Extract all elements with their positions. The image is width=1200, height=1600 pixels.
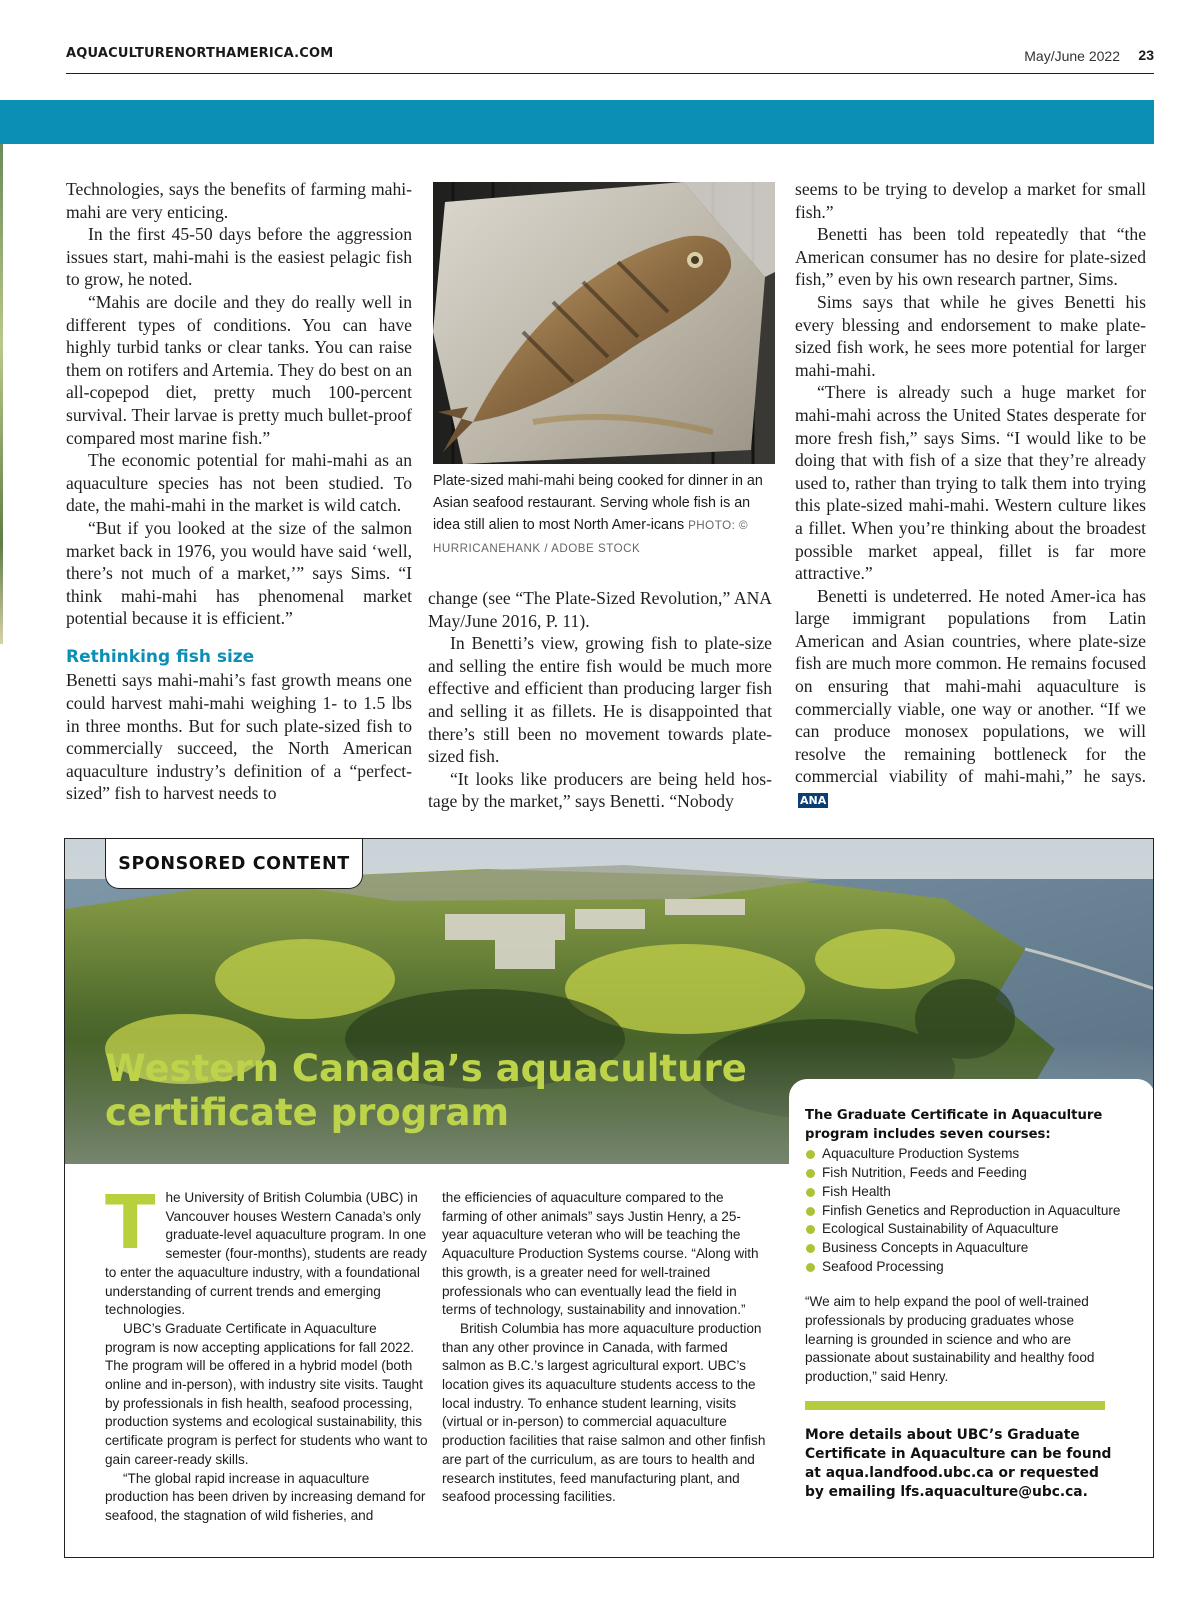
paragraph: seems to be trying to develop a market for small fish.” <box>795 179 1146 222</box>
paragraph: Benetti has been told repeatedly that “the American consumer has no desire for plate-sized fish,” even by his own research partner, Sims. <box>795 224 1146 290</box>
bullet-dot-icon <box>806 1169 815 1178</box>
list-item <box>805 1202 1121 1221</box>
subhead: Rethinking fish size <box>66 646 255 667</box>
paragraph: “Mahis are docile and they do really well in different types of conditions. You can have highly turbid tanks or clear tanks. You can raise them on rotifers and Artemia. They do best on an all-copepod diet, pretty much 100-percent survival. Their larvae is pretty much bullet-proof compared most marine fish.” <box>66 291 412 448</box>
paragraph: In the first 45-50 days before the aggression issues start, mahi-mahi is the easiest pelagic fish to grow, he noted. <box>66 224 412 290</box>
photo-credit: PHOTO: © HURRICANEHANK / ADOBE STOCK <box>433 519 749 555</box>
sidebar-quote: “We aim to help expand the pool of well-trained professionals by producing graduates whose learning is grounded in science and who are passionate about sustainability and healthy food production,” said Henry. <box>805 1294 1095 1385</box>
dropcap: T <box>105 1180 156 1266</box>
paragraph: Sims says that while he gives Benetti his every blessing and endorsement to make plate-sized fish work, he sees more potential for larger mahi-mahi. <box>795 291 1146 380</box>
courses-sidebar <box>789 1079 1154 1558</box>
grilled-fish-illustration <box>433 182 775 464</box>
green-divider <box>805 1401 1105 1410</box>
bullet-dot-icon <box>806 1263 815 1272</box>
section-color-band <box>0 100 1154 144</box>
paragraph: British Columbia has more aquaculture production than any other province in Canada, with farmed salmon as B.C.’s largest agricultural export. UBC’s location gives its aquaculture students access to the local industry. To enhance student learning, visits (virtual or in-person) to commercial aquaculture production facilities that raise salmon and other finfish are part of the curriculum, as are tours to health and research institutes, feed manufacturing plant, and seafood processing facilities. <box>442 1320 766 1505</box>
paragraph: “There is already such a huge market for mahi-mahi across the United States desperate for more fresh fish,” says Sims. “I would like to be doing that with fish of a size that they’re already used to, rather than trying to talk them into trying this plate-sized mahi-mahi. Western culture likes a fillet. When you’re thinking about the broadest possible market appeal, fillet is far more attractive.” <box>795 382 1146 584</box>
bullet-dot-icon <box>806 1188 815 1197</box>
site-name: AQUACULTURENORTHAMERICA.COM <box>66 46 334 61</box>
list-item <box>805 1239 1121 1258</box>
paragraph: In Benetti’s view, growing fish to plate-size and selling the entire fish would be much more effective and efficient than producing larger fish and selling it as fillets. He is disappointed that there’s still been no movement towards plate-sized fish. <box>428 633 772 767</box>
course-name: Seafood Processing <box>822 1258 944 1274</box>
paragraph <box>105 1180 430 1320</box>
headline-line-2: certificate program <box>105 1091 510 1134</box>
list-item <box>805 1258 1121 1277</box>
course-list <box>805 1145 1121 1276</box>
course-name: Ecological Sustainability of Aquaculture <box>822 1221 1059 1237</box>
page-number: 23 <box>1138 47 1154 63</box>
paragraph: UBC’s Graduate Certificate in Aquaculture program is now accepting applications for fall 2022. The program will be offered in a hybrid model (both online and in-person), with industry site visits. Taught by professionals in fish health, seafood processing, production systems and ecological sustainability, this certificate program is perfect for students who want to gain career-ready skills. <box>105 1320 428 1467</box>
course-name: Aquaculture Production Systems <box>822 1146 1020 1162</box>
mahi-mahi-photo <box>433 182 775 464</box>
paragraph-text: Benetti is undeterred. He noted Amer-ica has large immigrant populations from Latin American and Asian countries, where plate-size fish are much more common. He remains focused on ensuring that mahi-mahi aquaculture is commercially viable, one way or another. “If we can produce monosex populations, we will resolve the remaining bottleneck for the commercial viability of mahi-mahi,” he says. <box>795 585 1146 787</box>
paragraph: change (see “The Plate-Sized Revolution,” ANA May/June 2016, P. 11). <box>428 588 772 631</box>
paragraph: the efficiencies of aquaculture compared to the farming of other animals” says Justin Henry, a 25-year aquaculture veteran who will be teaching the Aquaculture Production Systems course. “Along with this growth, is a greater need for well-trained professionals who can eventually lead the field in terms of technology, sustainability and innovation.” <box>442 1190 759 1318</box>
article-column-3 <box>795 178 1146 811</box>
bullet-dot-icon <box>806 1225 815 1234</box>
issue-date: May/June 2022 <box>1024 48 1120 64</box>
sidebar-title: The Graduate Certificate in Aquaculture program includes seven courses: <box>805 1108 1103 1142</box>
course-name: Finfish Genetics and Reproduction in Aquaculture <box>822 1202 1121 1218</box>
previous-page-edge <box>0 144 3 644</box>
running-head <box>66 44 1154 74</box>
sponsored-content-box <box>64 838 1154 1558</box>
sponsored-headline <box>105 1047 805 1135</box>
paragraph: “The global rapid increase in aquaculture production has been driven by increasing demand for seafood, the stagnation of wild fisheries, and <box>105 1470 426 1523</box>
sponsored-content-tab: SPONSORED CONTENT <box>105 839 363 889</box>
course-name: Fish Health <box>822 1183 891 1199</box>
paragraph: The economic potential for mahi-mahi as an aquaculture species has not been studied. To date, the mahi-mahi in the market is wild catch. <box>66 450 412 516</box>
more-details-text: More details about UBC’s Graduate Certificate in Aquaculture can be found at aqua.landfood.ubc.ca or requested by emailing lfs.aquaculture@ubc.ca. <box>805 1426 1112 1500</box>
list-item <box>805 1164 1121 1183</box>
paragraph: “But if you looked at the size of the salmon market back in 1976, you would have said ‘well, there’s not much of a market,’” says Sims. “I think mahi-mahi has phenomenal market potential because it is efficient.” <box>66 517 412 629</box>
bullet-dot-icon <box>806 1244 815 1253</box>
course-name: Business Concepts in Aquaculture <box>822 1239 1029 1255</box>
headline-line-1: Western Canada’s aquaculture <box>105 1047 747 1090</box>
sponsored-column-2 <box>442 1189 767 1507</box>
photo-caption <box>433 470 775 560</box>
bullet-dot-icon <box>806 1207 815 1216</box>
course-name: Fish Nutrition, Feeds and Feeding <box>822 1165 1027 1181</box>
paragraph: “It looks like producers are being held hos-tage by the market,” says Benetti. “Nobody <box>428 768 772 812</box>
sponsored-column-1 <box>105 1180 430 1526</box>
article-column-2 <box>428 587 772 813</box>
end-mark-logo: ANA <box>800 794 827 808</box>
list-item <box>805 1183 1121 1202</box>
paragraph-text: he University of British Columbia (UBC) in Vancouver houses Western Canada’s only graduate-level aquaculture program. In one semester (four-months), students are ready to enter the aquaculture industry, with a foundational understanding of current trends and emerging technologies. <box>105 1190 427 1318</box>
paragraph <box>795 585 1146 811</box>
list-item <box>805 1145 1121 1164</box>
list-item <box>805 1220 1121 1239</box>
caption-text: Plate-sized mahi-mahi being cooked for dinner in an Asian seafood restaurant. Serving whole fish is an idea still alien to most North Amer-icans <box>433 473 763 533</box>
paragraph: Benetti says mahi-mahi’s fast growth means one could harvest mahi-mahi weighing 1- to 1.5 lbs in three months. But for such plate-sized fish to commercially succeed, the North American aquaculture industry’s definition of a “perfect- sized” fish to harvest needs to <box>66 670 412 804</box>
paragraph: Technologies, says the benefits of farming mahi-mahi are very enticing. <box>66 179 412 222</box>
bullet-dot-icon <box>806 1150 815 1159</box>
article-column-1 <box>66 178 412 805</box>
